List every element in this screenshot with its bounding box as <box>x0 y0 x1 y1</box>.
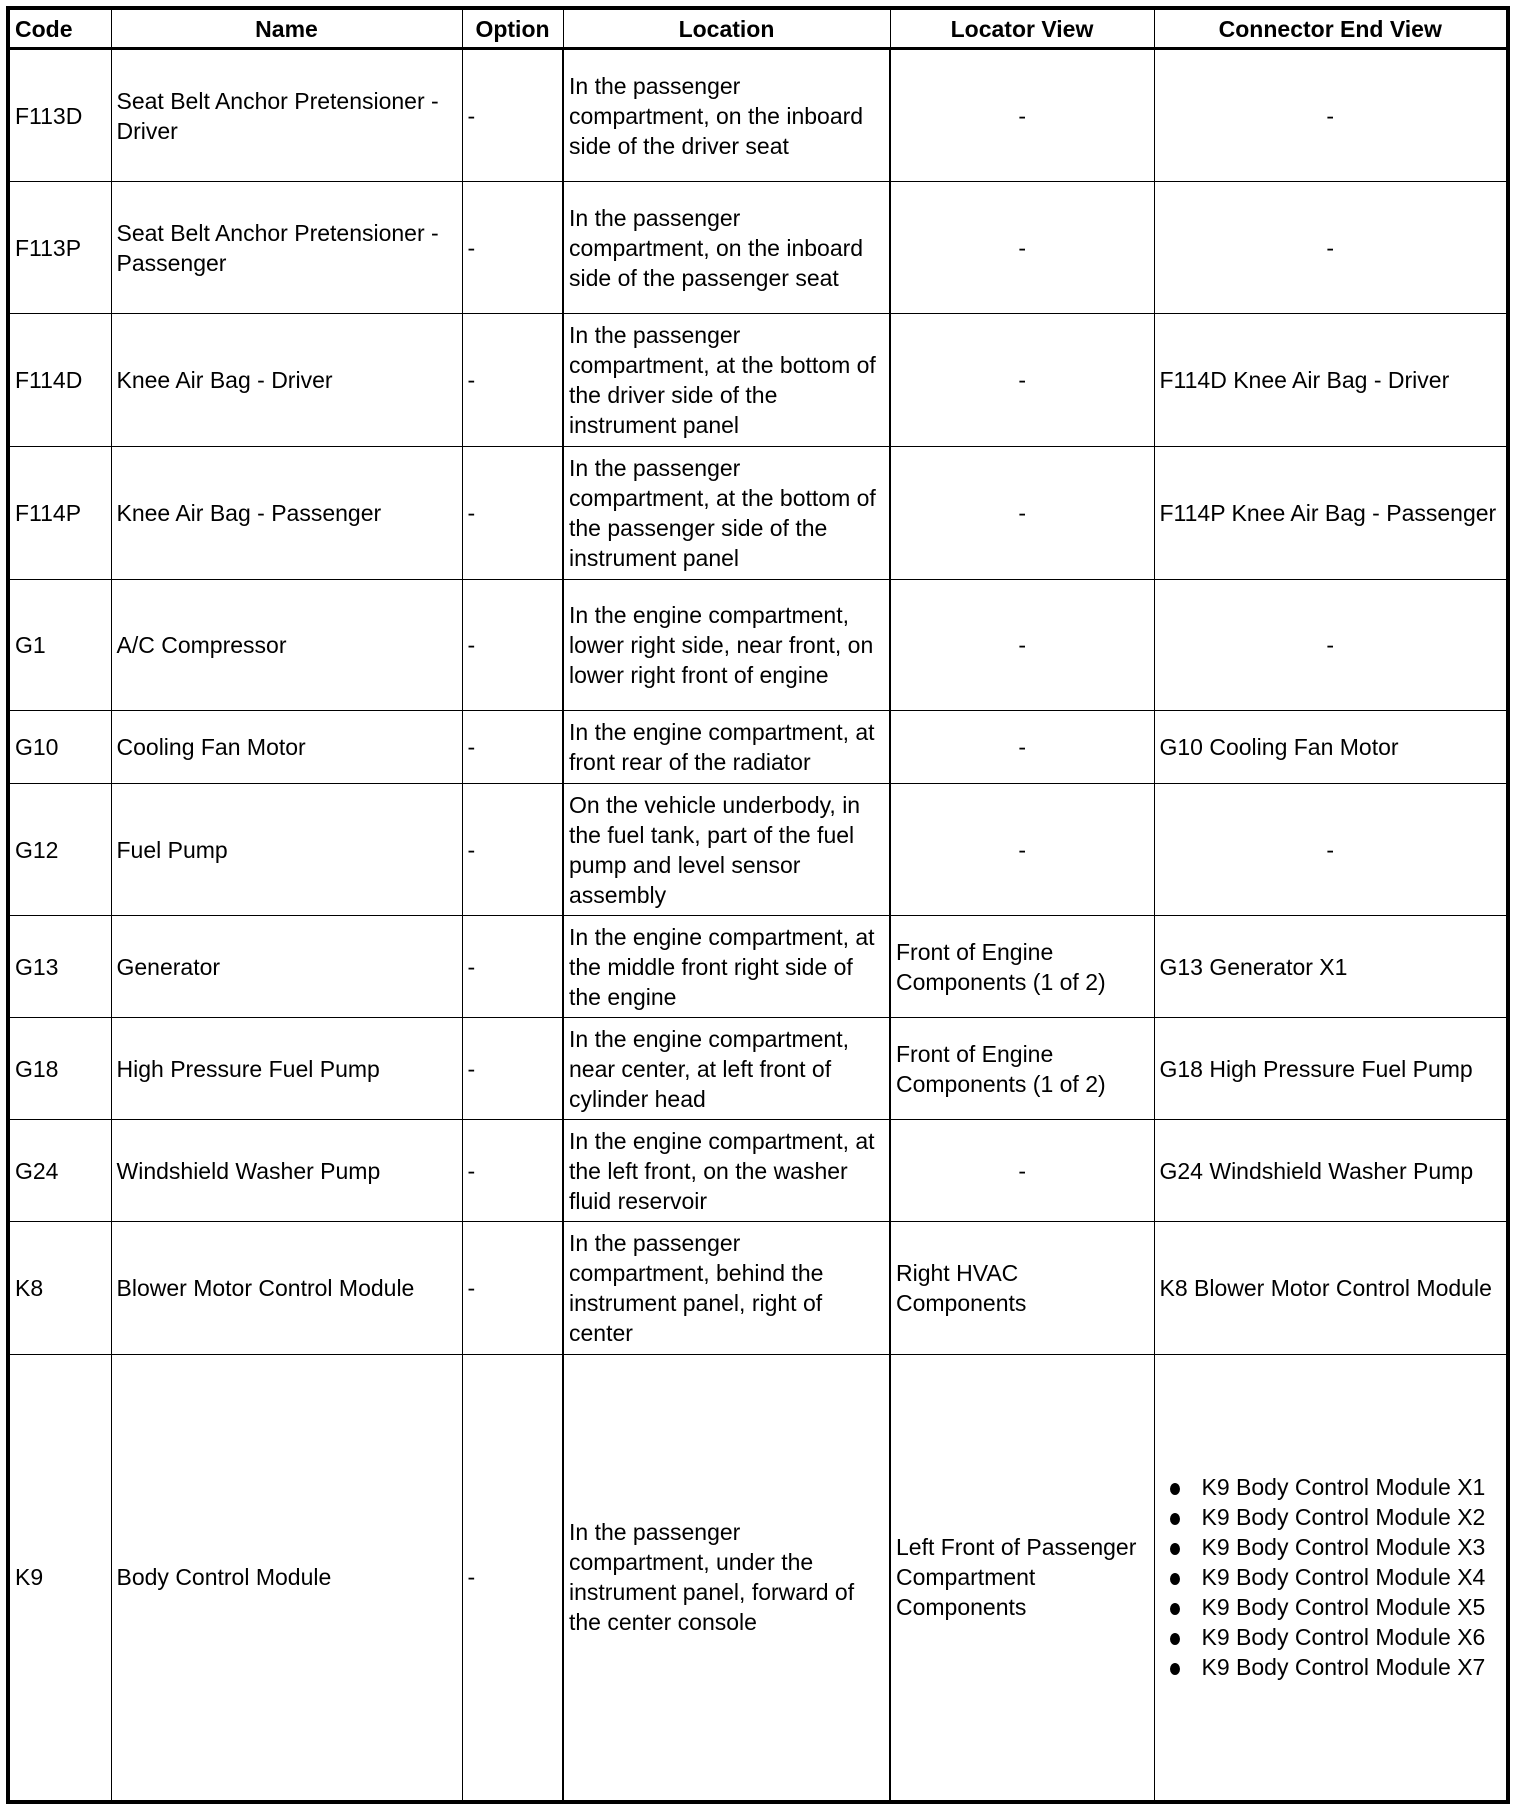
connector-list-item[interactable]: K9 Body Control Module X3 <box>1202 1532 1502 1562</box>
connector-end-view-cell[interactable]: F114P Knee Air Bag - Passenger <box>1154 447 1508 580</box>
option-cell: - <box>462 1120 563 1222</box>
connector-list-item[interactable]: K9 Body Control Module X1 <box>1202 1472 1502 1502</box>
locator-view-cell[interactable]: Front of Engine Components (1 of 2) <box>890 1018 1154 1120</box>
location-cell: In the engine compartment, at front rear of the radiator <box>563 711 890 784</box>
name-cell: Generator <box>111 916 462 1018</box>
connector-end-view-cell <box>1154 1355 1508 1802</box>
location-cell: In the passenger compartment, at the bottom of the driver side of the instrument panel <box>563 314 890 447</box>
locator-view-cell: - <box>890 784 1154 916</box>
option-cell: - <box>462 182 563 314</box>
connector-list <box>1160 1472 1502 1682</box>
code-cell: G13 <box>8 916 111 1018</box>
location-cell: In the engine compartment, at the middle front right side of the engine <box>563 916 890 1018</box>
locator-view-cell: - <box>890 314 1154 447</box>
location-cell: In the passenger compartment, on the inboard side of the driver seat <box>563 49 890 182</box>
locator-view-cell[interactable]: Left Front of Passenger Compartment Components <box>890 1355 1154 1802</box>
locator-view-cell: - <box>890 1120 1154 1222</box>
connector-end-view-cell: - <box>1154 182 1508 314</box>
header-option: Option <box>462 8 563 49</box>
connector-end-view-cell[interactable]: G13 Generator X1 <box>1154 916 1508 1018</box>
location-cell: In the passenger compartment, on the inboard side of the passenger seat <box>563 182 890 314</box>
option-cell: - <box>462 1355 563 1802</box>
name-cell: Windshield Washer Pump <box>111 1120 462 1222</box>
code-cell: G1 <box>8 580 111 711</box>
location-cell: In the passenger compartment, behind the instrument panel, right of center <box>563 1222 890 1355</box>
locator-view-cell: - <box>890 49 1154 182</box>
name-cell: Knee Air Bag - Driver <box>111 314 462 447</box>
connector-list-item[interactable]: K9 Body Control Module X6 <box>1202 1622 1502 1652</box>
table-row <box>8 580 1508 711</box>
header-location: Location <box>563 8 890 49</box>
connector-list-item[interactable]: K9 Body Control Module X5 <box>1202 1592 1502 1622</box>
table-row <box>8 711 1508 784</box>
option-cell: - <box>462 314 563 447</box>
table-row <box>8 182 1508 314</box>
table-row <box>8 1355 1508 1802</box>
code-cell: F114D <box>8 314 111 447</box>
table-row <box>8 49 1508 182</box>
locator-view-cell: - <box>890 182 1154 314</box>
name-cell: Knee Air Bag - Passenger <box>111 447 462 580</box>
option-cell: - <box>462 711 563 784</box>
location-cell: In the engine compartment, near center, at left front of cylinder head <box>563 1018 890 1120</box>
connector-end-view-cell[interactable]: K8 Blower Motor Control Module <box>1154 1222 1508 1355</box>
name-cell: Fuel Pump <box>111 784 462 916</box>
name-cell: A/C Compressor <box>111 580 462 711</box>
locator-view-cell[interactable]: Right HVAC Components <box>890 1222 1154 1355</box>
header-code: Code <box>8 8 111 49</box>
connector-end-view-cell[interactable]: G24 Windshield Washer Pump <box>1154 1120 1508 1222</box>
option-cell: - <box>462 1222 563 1355</box>
table-row <box>8 1018 1508 1120</box>
code-cell: K9 <box>8 1355 111 1802</box>
option-cell: - <box>462 580 563 711</box>
header-connector-end-view: Connector End View <box>1154 8 1508 49</box>
location-cell: In the engine compartment, at the left front, on the washer fluid reservoir <box>563 1120 890 1222</box>
code-cell: F113D <box>8 49 111 182</box>
connector-end-view-cell: - <box>1154 49 1508 182</box>
code-cell: F114P <box>8 447 111 580</box>
option-cell: - <box>462 916 563 1018</box>
location-cell: In the passenger compartment, at the bottom of the passenger side of the instrument panel <box>563 447 890 580</box>
code-cell: G10 <box>8 711 111 784</box>
connector-list-item[interactable]: K9 Body Control Module X7 <box>1202 1652 1502 1682</box>
table-row <box>8 1120 1508 1222</box>
locator-view-cell: - <box>890 580 1154 711</box>
connector-end-view-cell[interactable]: F114D Knee Air Bag - Driver <box>1154 314 1508 447</box>
table-row <box>8 1222 1508 1355</box>
option-cell: - <box>462 1018 563 1120</box>
locator-view-cell[interactable]: Front of Engine Components (1 of 2) <box>890 916 1154 1018</box>
connector-end-view-cell: - <box>1154 580 1508 711</box>
table-row <box>8 447 1508 580</box>
header-name: Name <box>111 8 462 49</box>
table-header-row <box>8 8 1508 49</box>
name-cell: Seat Belt Anchor Pretensioner - Passenger <box>111 182 462 314</box>
location-cell: In the passenger compartment, under the instrument panel, forward of the center console <box>563 1355 890 1802</box>
connector-list-item[interactable]: K9 Body Control Module X4 <box>1202 1562 1502 1592</box>
name-cell: High Pressure Fuel Pump <box>111 1018 462 1120</box>
option-cell: - <box>462 447 563 580</box>
option-cell: - <box>462 49 563 182</box>
table-row <box>8 314 1508 447</box>
component-locator-table <box>6 6 1510 1804</box>
name-cell: Seat Belt Anchor Pretensioner - Driver <box>111 49 462 182</box>
locator-view-cell: - <box>890 711 1154 784</box>
connector-list-item[interactable]: K9 Body Control Module X2 <box>1202 1502 1502 1532</box>
location-cell: On the vehicle underbody, in the fuel tank, part of the fuel pump and level sensor assembly <box>563 784 890 916</box>
code-cell: G24 <box>8 1120 111 1222</box>
name-cell: Cooling Fan Motor <box>111 711 462 784</box>
name-cell: Blower Motor Control Module <box>111 1222 462 1355</box>
option-cell: - <box>462 784 563 916</box>
header-locator-view: Locator View <box>890 8 1154 49</box>
code-cell: G12 <box>8 784 111 916</box>
connector-end-view-cell[interactable]: G10 Cooling Fan Motor <box>1154 711 1508 784</box>
table-row <box>8 784 1508 916</box>
locator-view-cell: - <box>890 447 1154 580</box>
code-cell: K8 <box>8 1222 111 1355</box>
location-cell: In the engine compartment, lower right side, near front, on lower right front of engine <box>563 580 890 711</box>
connector-end-view-cell: - <box>1154 784 1508 916</box>
code-cell: F113P <box>8 182 111 314</box>
connector-end-view-cell[interactable]: G18 High Pressure Fuel Pump <box>1154 1018 1508 1120</box>
name-cell: Body Control Module <box>111 1355 462 1802</box>
table-row <box>8 916 1508 1018</box>
code-cell: G18 <box>8 1018 111 1120</box>
